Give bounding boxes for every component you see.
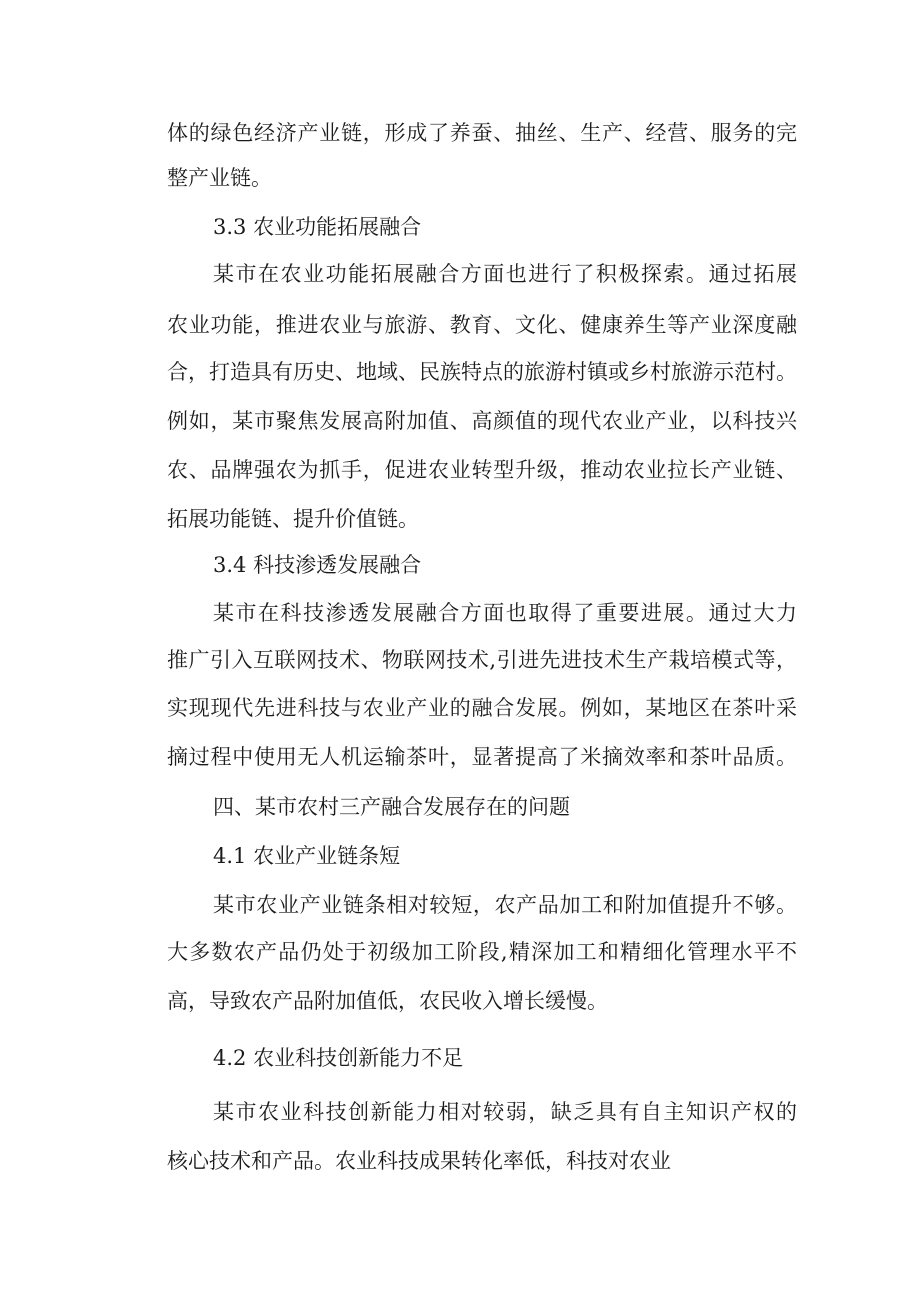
paragraph-line: 大多数农产品仍处于初级加工阶段,精深加工和精细化管理水平不 bbox=[167, 940, 797, 964]
paragraph-line: 实现现代先进科技与农业产业的融合发展。例如，某地区在茶叶采 bbox=[167, 696, 797, 720]
paragraph-line: 例如，某市聚焦发展高附加值、高颜值的现代农业产业，以科技兴 bbox=[167, 409, 797, 433]
section-heading-3-4: 3.4 科技渗透发展融合 bbox=[213, 553, 422, 577]
paragraph-line: 整产业链。 bbox=[167, 166, 272, 190]
paragraph-line: 农业功能，推进农业与旅游、教育、文化、健康养生等产业深度融 bbox=[167, 313, 797, 337]
section-heading-4-1: 4.1 农业产业链条短 bbox=[213, 844, 401, 868]
paragraph-line: 农、品牌强农为抓手，促进农业转型升级，推动农业拉长产业链、 bbox=[167, 458, 797, 482]
section-heading-4-2: 4.2 农业科技创新能力不足 bbox=[213, 1046, 464, 1070]
paragraph-line: 核心技术和产品。农业科技成果转化率低，科技对农业 bbox=[167, 1149, 671, 1173]
paragraph-line: 摘过程中使用无人机运输茶叶，显著提高了米摘效率和茶叶品质。 bbox=[167, 745, 797, 769]
paragraph-line: 合，打造具有历史、地域、民族特点的旅游村镇或乡村旅游示范村。 bbox=[167, 360, 797, 384]
section-heading-3-3: 3.3 农业功能拓展融合 bbox=[213, 215, 422, 239]
paragraph-line: 高，导致农产品附加值低，农民收入增长缓慢。 bbox=[167, 989, 608, 1013]
paragraph-line: 某市在农业功能拓展融合方面也进行了积极探索。通过拓展 bbox=[213, 262, 797, 286]
chapter-heading-4: 四、某市农村三产融合发展存在的问题 bbox=[213, 795, 570, 819]
paragraph-line: 某市在科技渗透发展融合方面也取得了重要进展。通过大力 bbox=[213, 601, 797, 625]
paragraph-line: 某市农业科技创新能力相对较弱，缺乏具有自主知识产权的 bbox=[213, 1100, 797, 1124]
paragraph-line: 某市农业产业链条相对较短，农产品加工和附加值提升不够。 bbox=[213, 893, 797, 917]
paragraph-line: 拓展功能链、提升价值链。 bbox=[167, 507, 419, 531]
paragraph-line: 体的绿色经济产业链，形成了养蚕、抽丝、生产、经营、服务的完 bbox=[167, 121, 797, 145]
paragraph-line: 推广引入互联网技术、物联网技术,引进先进技术生产栽培模式等， bbox=[167, 648, 797, 672]
